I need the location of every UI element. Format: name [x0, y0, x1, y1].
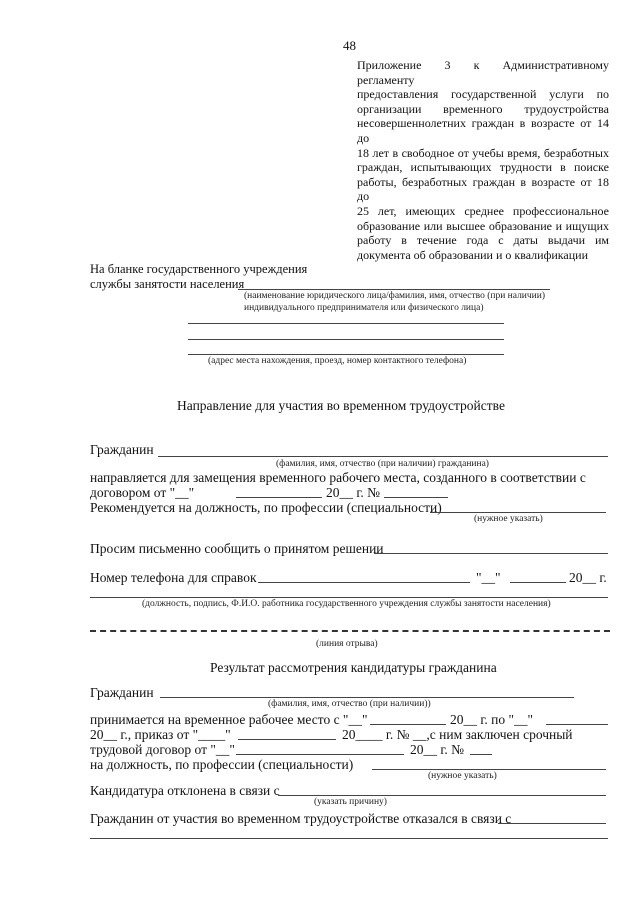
result-citizen-name-field[interactable] — [160, 697, 574, 698]
page-number: 48 — [343, 38, 356, 53]
appendix-line: Приложение 3 к Административному регламенту — [357, 58, 609, 87]
appendix-line: работы, безработных граждан в возрасте от 18 до — [357, 174, 609, 204]
contract-result-year: 20__ г. № — [410, 742, 465, 757]
blank-label-line2: службы занятости населения — [90, 277, 245, 291]
caption-result-needed: (нужное указать) — [428, 771, 497, 781]
citizen-name-field[interactable] — [158, 456, 608, 457]
request-label: Просим письменно сообщить о принятом решении — [90, 541, 384, 556]
refusal-reason-field[interactable] — [498, 823, 606, 824]
accepted-from-month-field[interactable] — [370, 724, 446, 725]
refusal-reason-field-2[interactable] — [90, 838, 608, 839]
contract-year-text: 20__ г. № — [326, 485, 381, 500]
caption-reason: (указать причину) — [314, 797, 387, 807]
accepted-text: принимается на временное рабочее место с "__" — [90, 712, 368, 727]
phone-label: Номер телефона для справок — [90, 570, 257, 585]
contract-date-field[interactable] — [236, 497, 322, 498]
contract-result-date-field[interactable] — [236, 754, 404, 755]
caption-needed: (нужное указать) — [474, 514, 543, 524]
contract-result-text: трудовой договор от "__" — [90, 742, 235, 757]
caption-org-name: (наименование юридического лица/фамилия, имя, отчество (при наличии) — [244, 291, 545, 301]
phone-date-day: "__" — [476, 570, 501, 585]
appendix-line: образование или высшее образование и ищущих — [357, 218, 609, 233]
appendix-line: документа об образовании и о квалификации — [357, 247, 589, 262]
position-field[interactable] — [372, 769, 606, 770]
phone-date-year: 20__ г. — [569, 570, 607, 585]
caption-citizen-fio: (фамилия, имя, отчество (при наличии) гражданина) — [276, 459, 489, 469]
contract-number-field[interactable] — [384, 497, 448, 498]
org-name-field[interactable] — [238, 289, 550, 290]
order-text: 20__ г., приказ от "____" — [90, 727, 231, 742]
recommended-label: Рекомендуется на должность, по профессии (специальности) — [90, 500, 442, 515]
phone-date-month-field[interactable] — [510, 582, 566, 583]
contract-result-number-field[interactable] — [470, 754, 492, 755]
caption-result-fio: (фамилия, имя, отчество (при наличии)) — [268, 699, 431, 709]
appendix-line: работу в течение года с даты выдачи им — [357, 233, 609, 248]
caption-signature: (должность, подпись, Ф.И.О. работника государственного учреждения службы занятости населения) — [142, 599, 551, 609]
citizen-label: Гражданин — [90, 442, 154, 457]
order-tail-text: 20____ г. № __,с ним заключен срочный — [342, 727, 573, 742]
sent-text: направляется для замещения временного рабочего места, созданного в соответствии с — [90, 470, 586, 485]
accepted-to-text: 20__ г. по "__" — [450, 712, 534, 727]
address-field-1[interactable] — [188, 323, 504, 324]
appendix-line: предоставления государственной услуги по — [357, 87, 609, 102]
decision-field[interactable] — [374, 553, 608, 554]
appendix-line: 18 лет в свободное от учебы время, безработных — [357, 145, 609, 160]
appendix-line: несовершеннолетних граждан в возрасте от 14 до — [357, 116, 609, 145]
rejection-reason-field[interactable] — [278, 795, 606, 796]
appendix-line: 25 лет, имеющих среднее профессиональное — [357, 203, 609, 218]
appendix-line: граждан, испытывающих трудности в поиске — [357, 160, 609, 175]
order-date-field[interactable] — [238, 739, 336, 740]
position-label: на должность, по профессии (специальности) — [90, 757, 354, 772]
result-citizen-label: Гражданин — [90, 685, 154, 700]
caption-address: (адрес места нахождения, проезд, номер контактного телефона) — [208, 356, 467, 366]
address-field-3[interactable] — [188, 354, 504, 355]
referral-title: Направление для участия во временном трудоустройстве — [177, 398, 505, 413]
refused-label: Гражданин от участия во временном трудоустройстве отказался в связи с — [90, 811, 512, 826]
caption-org-name-2: индивидуального предпринимателя или физического лица) — [244, 303, 484, 313]
signature-field[interactable] — [90, 597, 608, 598]
appendix-note — [357, 58, 609, 262]
accepted-to-month-field[interactable] — [546, 724, 608, 725]
result-title: Результат рассмотрения кандидатуры гражданина — [210, 660, 497, 675]
contract-text: договором от "__" — [90, 485, 195, 500]
caption-tear-line: (линия отрыва) — [316, 639, 378, 649]
tear-line — [90, 630, 610, 632]
appendix-line: организации временного трудоустройства — [357, 101, 609, 116]
phone-field[interactable] — [258, 582, 470, 583]
address-field-2[interactable] — [188, 339, 504, 340]
rejected-label: Кандидатура отклонена в связи с — [90, 783, 280, 798]
recommended-position-field[interactable] — [430, 512, 606, 513]
blank-label-line1: На бланке государственного учреждения — [90, 262, 308, 276]
